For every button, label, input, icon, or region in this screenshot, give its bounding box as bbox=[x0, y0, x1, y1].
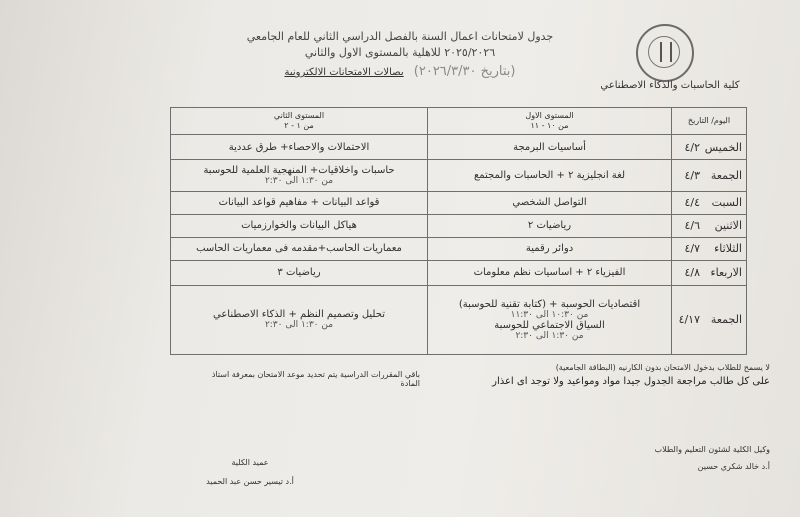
level1-cell: لغة انجليزية ٢ + الحاسبات والمجتمع bbox=[428, 160, 672, 191]
dean-name: أ.د تيسير حسن عبد الحميد bbox=[206, 477, 294, 486]
level1-cell: أساسيات البرمجة bbox=[428, 135, 672, 160]
title-line-2: ٢٠٢٥/٢٠٢٦ للاهلية بالمستوى الاول والثاني bbox=[304, 46, 496, 59]
exam-schedule-table bbox=[170, 107, 747, 355]
day-cell: الخميس٤/٢ bbox=[672, 135, 747, 160]
level2-cell: معماريات الحاسب+مقدمه فى معماريات الحاسب bbox=[171, 237, 428, 260]
day-cell: السبت٤/٤ bbox=[672, 191, 747, 214]
time-note: من ١:٣٠ الى ٢:٣٠ bbox=[515, 330, 584, 341]
dean-signature-block bbox=[180, 458, 320, 486]
vice-dean-title: وكيل الكلية لشئون التعليم والطلاب bbox=[654, 445, 770, 454]
table-row bbox=[171, 160, 747, 191]
table-row bbox=[171, 135, 747, 160]
level1-cell: التواصل الشخصي bbox=[428, 191, 672, 214]
day-cell: الجمعة٤/٣ bbox=[672, 160, 747, 191]
table-row bbox=[171, 214, 747, 237]
table-row bbox=[171, 260, 747, 285]
exam-venue: بصالات الامتحانات الالكترونية bbox=[284, 67, 404, 78]
day-cell: الاثنين٤/٦ bbox=[672, 214, 747, 237]
level2-cell: هياكل البيانات والخوارزميات bbox=[171, 214, 428, 237]
college-logo-icon bbox=[636, 24, 694, 82]
vice-dean-signature-block bbox=[590, 445, 770, 471]
time-note: من ١:٣٠ الى ٢:٣٠ bbox=[264, 176, 334, 186]
header-level-2: المستوى الثاني من ١ - ٢ bbox=[171, 108, 428, 135]
day-cell: الاربعاء٤/٨ bbox=[672, 260, 747, 285]
level2-cell: قواعد البيانات + مفاهيم قواعد البيانات bbox=[171, 191, 428, 214]
table-row bbox=[171, 191, 747, 214]
level1-cell: اقتصاديات الحوسبة + (كتابة تقنية للحوسبة) من ١٠:٣٠ الى ١١:٣٠ السياق الاجتماعي للحوسبة من ١:٣٠ الى ٢:٣٠ bbox=[428, 285, 672, 354]
dean-title: عميد الكلية bbox=[231, 458, 269, 467]
time-note: من ١:٣٠ الى ٢:٣٠ bbox=[264, 320, 334, 331]
level1-cell: رياضيات ٢ bbox=[428, 214, 672, 237]
remaining-courses-note: باقي المقررات الدراسية يتم تحديد موعد الامتحان بمعرفة استاذ المادة bbox=[211, 370, 420, 388]
level2-cell: رياضيات ٣ bbox=[171, 260, 428, 285]
college-name: كلية الحاسبات والذكاء الاصطناعي bbox=[600, 80, 740, 91]
level1-cell: دوائر رقمية bbox=[428, 237, 672, 260]
table-row bbox=[171, 237, 747, 260]
title-line-3 bbox=[230, 64, 570, 79]
level2-cell: تحليل وتصميم النظم + الذكاء الاصطناعي من ١:٣٠ الى ٢:٣٠ bbox=[171, 285, 428, 354]
vice-dean-name: أ.د خالد شكري حسين bbox=[697, 462, 770, 471]
level2-cell: الاحتمالات والاحصاء+ طرق عددية bbox=[171, 135, 428, 160]
title-line-1: جدول لامتحانات اعمال السنة بالفصل الدراسي الثاني للعام الجامعي bbox=[246, 30, 554, 43]
level2-cell: حاسبات واخلاقيات+ المنهجية العلمية للحوسبة من ١:٣٠ الى ٢:٣٠ bbox=[171, 160, 428, 191]
exam-date: (بتاريخ ٢٠٢٦/٣/٣٠) bbox=[413, 64, 516, 79]
day-cell: الثلاثاء٤/٧ bbox=[672, 237, 747, 260]
header-day-date: اليوم/ التاريخ bbox=[672, 108, 747, 135]
table-header-row bbox=[171, 108, 747, 135]
header-level-1: المستوى الاول من ١٠ - ١١ bbox=[428, 108, 672, 135]
review-note: على كل طالب مراجعة الجدول جيدا مواد ومواعيد ولا توجد اى اعذار bbox=[492, 376, 770, 387]
level1-cell: الفيزياء ٢ + اساسيات نظم معلومات bbox=[428, 260, 672, 285]
id-card-note: لا يسمح للطلاب بدخول الامتحان بدون الكارنيه (البطاقة الجامعية) bbox=[555, 363, 770, 372]
time-note: من ١٠:٣٠ الى ١١:٣٠ bbox=[510, 309, 589, 320]
table-row bbox=[171, 285, 747, 354]
day-cell: الجمعة٤/١٧ bbox=[672, 285, 747, 354]
